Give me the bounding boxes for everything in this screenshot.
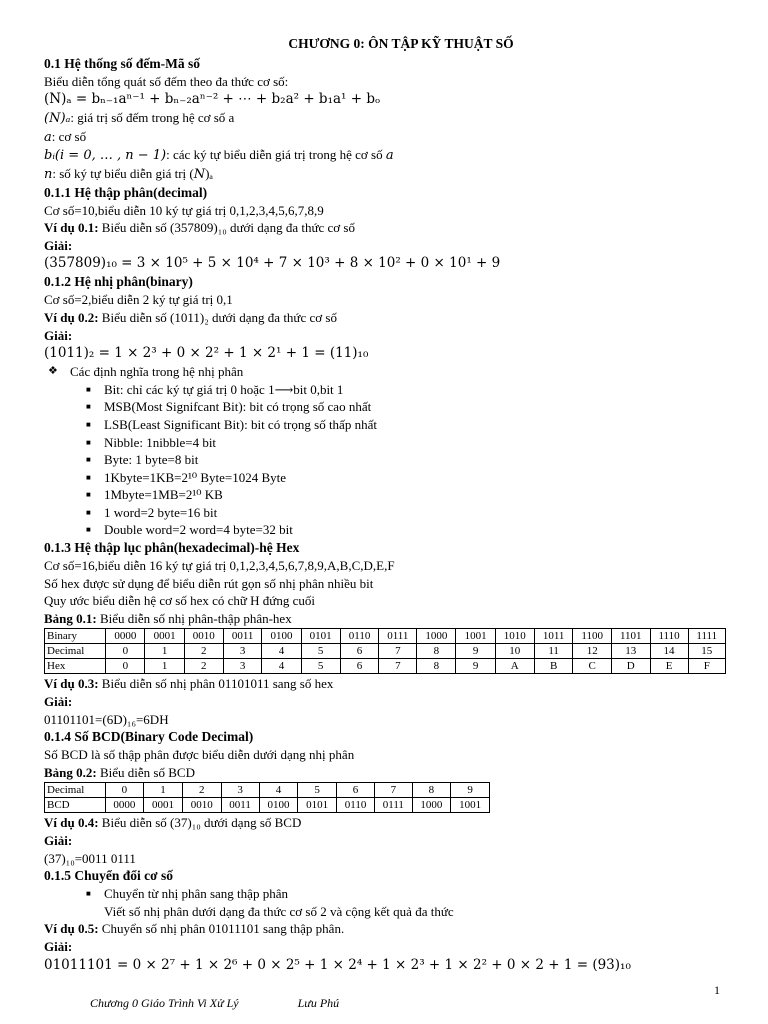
table-cell: 7 <box>379 644 417 659</box>
row-header: Binary <box>45 629 106 644</box>
solution-0-1: (357809)₁₀ = 3 × 10⁵ + 5 × 10⁴ + 7 × 10³ + 8 × 10² + 0 × 10¹ + 9 <box>44 255 501 272</box>
hex-text-3: Quy ước biểu diễn hệ cơ số hex có chữ H đứng cuối <box>44 593 315 609</box>
definition-a: a: cơ số <box>44 128 87 145</box>
row-header: Hex <box>45 659 106 674</box>
table-cell: 1110 <box>650 629 688 644</box>
table-cell: 9 <box>456 659 495 674</box>
table-cell: 0100 <box>259 798 298 813</box>
table-cell: 5 <box>301 644 340 659</box>
section-0-1-5-heading: 0.1.5 Chuyển đổi cơ số <box>44 868 173 884</box>
table-cell: 3 <box>223 644 262 659</box>
table-cell: 1111 <box>688 629 725 644</box>
conversion-description: Viết số nhị phân dưới dạng đa thức cơ số 2 và cộng kết quả đa thức <box>104 903 454 919</box>
table-cell: 0100 <box>262 629 301 644</box>
table-cell: 5 <box>298 783 337 798</box>
table-cell: 0 <box>105 783 144 798</box>
example-0-3: Ví dụ 0.3: Biểu diễn số nhị phân 01101011 sang số hex <box>44 676 334 692</box>
table-cell: A <box>495 659 534 674</box>
binary-decimal-hex-table <box>44 628 726 674</box>
section-0-1-heading: 0.1 Hệ thống số đếm-Mã số <box>44 55 200 71</box>
table-cell: E <box>650 659 688 674</box>
table-cell: 1000 <box>417 629 456 644</box>
table-cell: 0 <box>106 644 145 659</box>
binary-definitions-list <box>86 381 728 539</box>
row-header: BCD <box>45 798 106 813</box>
table-cell: 0010 <box>184 629 223 644</box>
table-cell: 0 <box>106 659 145 674</box>
table-cell: 7 <box>379 659 417 674</box>
table-cell: 5 <box>301 659 340 674</box>
table-cell: F <box>688 659 725 674</box>
table-cell: 1101 <box>611 629 650 644</box>
table-row <box>45 644 726 659</box>
table-cell: 8 <box>417 659 456 674</box>
table-cell: 4 <box>262 659 301 674</box>
bcd-text: Số BCD là số thập phân được biểu diễn dưới dạng nhị phân <box>44 747 355 763</box>
table-row <box>45 629 726 644</box>
section-0-1-4-heading: 0.1.4 Số BCD(Binary Code Decimal) <box>44 729 254 745</box>
list-item: ■ Byte: 1 byte=8 bit <box>86 451 728 469</box>
table-cell: 3 <box>223 659 262 674</box>
binary-text: Cơ số=2,biểu diễn 2 ký tự giá trị 0,1 <box>44 292 233 308</box>
page-footer <box>90 995 395 1013</box>
list-item: ■ Nibble: 1nibble=4 bit <box>86 434 728 452</box>
table-cell: 15 <box>688 644 725 659</box>
list-item: ■ Bit: chỉ các ký tự giá trị 0 hoặc 1⟶bit 0,bit 1 <box>86 381 728 399</box>
table-cell: 1011 <box>534 629 573 644</box>
table-cell: 0110 <box>336 798 374 813</box>
table-cell: 14 <box>650 644 688 659</box>
footer-author: Lưu Phú <box>297 996 340 1010</box>
solution-0-4: (37)₁₀=0011 0111 <box>44 850 136 866</box>
example-0-2: Ví dụ 0.2: Biểu diễn số (1011)₂ dưới dạng đa thức cơ số <box>44 309 337 325</box>
solution-label: Giải: <box>44 237 73 253</box>
table-cell: 9 <box>456 644 495 659</box>
section-0-1-3-heading: 0.1.3 Hệ thập lục phân(hexadecimal)-hệ Hex <box>44 540 300 556</box>
table-cell: 2 <box>184 644 223 659</box>
table-cell: 6 <box>340 659 379 674</box>
footer-book-title: Chương 0 Giáo Trình Vi Xử Lý <box>90 996 239 1010</box>
table-0-2-caption: Bảng 0.2: Biểu diễn số BCD <box>44 764 195 780</box>
table-cell: 10 <box>495 644 534 659</box>
table-cell: 7 <box>375 783 413 798</box>
definition-n: (N)ₐ: giá trị số đếm trong hệ cơ số a <box>44 110 235 127</box>
table-cell: 0011 <box>221 798 259 813</box>
table-cell: 0111 <box>375 798 413 813</box>
table-cell: 0001 <box>144 798 183 813</box>
conversion-list <box>86 885 728 903</box>
table-cell: 0110 <box>340 629 379 644</box>
list-item: ■ 1Kbyte=1KB=2¹⁰ Byte=1024 Byte <box>86 469 728 487</box>
solution-0-2: (1011)₂ = 1 × 2³ + 0 × 2² + 1 × 2¹ + 1 = (11)₁₀ <box>44 345 369 362</box>
general-formula: (N)ₐ = bₙ₋₁aⁿ⁻¹ + bₙ₋₂aⁿ⁻² + ⋯ + b₂a² + b₁a¹ + bₒ <box>44 91 381 108</box>
table-cell: 8 <box>417 644 456 659</box>
solution-label: Giải: <box>44 327 73 343</box>
table-cell: D <box>611 659 650 674</box>
list-item: ■ Chuyển từ nhị phân sang thập phân <box>86 885 728 903</box>
table-0-1-caption: Bảng 0.1: Biểu diễn số nhị phân-thập phân-hex <box>44 610 292 626</box>
table-cell: 1100 <box>573 629 612 644</box>
table-cell: C <box>573 659 612 674</box>
solution-label: Giải: <box>44 938 73 954</box>
binary-definitions-title: ❖ Các định nghĩa trong hệ nhị phân <box>48 363 728 381</box>
table-cell: 6 <box>336 783 374 798</box>
section-0-1-2-heading: 0.1.2 Hệ nhị phân(binary) <box>44 274 193 290</box>
table-cell: 2 <box>182 783 221 798</box>
list-item: ■ 1Mbyte=1MB=2¹⁰ KB <box>86 486 728 504</box>
table-cell: 0101 <box>301 629 340 644</box>
page-number: 1 <box>714 983 720 997</box>
decimal-text: Cơ số=10,biểu diễn 10 ký tự giá trị 0,1,2,3,4,5,6,7,8,9 <box>44 202 324 218</box>
row-header: Decimal <box>45 783 106 798</box>
solution-0-5: 01011101 = 0 × 2⁷ + 1 × 2⁶ + 0 × 2⁵ + 1 × 2⁴ + 1 × 2³ + 1 × 2² + 0 × 2 + 1 = (93)₁₀ <box>44 956 631 973</box>
table-cell: 0001 <box>145 629 184 644</box>
table-cell: 12 <box>573 644 612 659</box>
table-cell: 6 <box>340 644 379 659</box>
example-0-5: Ví dụ 0.5: Chuyển số nhị phân 01011101 sang thập phân. <box>44 921 345 937</box>
definition-b: bᵢ(i = 0, … , n − 1): các ký tự biểu diễn giá trị trong hệ cơ số 𝑎 <box>44 147 394 164</box>
table-cell: 8 <box>412 783 451 798</box>
table-row <box>45 783 490 798</box>
table-cell: B <box>534 659 573 674</box>
table-cell: 1 <box>145 659 184 674</box>
table-cell: 0010 <box>182 798 221 813</box>
list-item: ■ 1 word=2 byte=16 bit <box>86 504 728 522</box>
hex-text-2: Số hex được sử dụng để biểu diễn rút gọn số nhị phân nhiều bit <box>44 575 374 591</box>
list-item: ■ LSB(Least Significant Bit): bit có trọng số thấp nhất <box>86 416 728 434</box>
table-cell: 1001 <box>456 629 495 644</box>
table-cell: 13 <box>611 644 650 659</box>
table-cell: 3 <box>221 783 259 798</box>
solution-0-3: 01101101=(6D)₁₆=6DH <box>44 711 169 727</box>
table-row <box>45 659 726 674</box>
hex-text-1: Cơ số=16,biểu diễn 16 ký tự giá trị 0,1,2,3,4,5,6,7,8,9,A,B,C,D,E,F <box>44 558 395 574</box>
solution-label: Giải: <box>44 694 73 710</box>
section-0-1-1-heading: 0.1.1 Hệ thập phân(decimal) <box>44 184 208 200</box>
table-cell: 1 <box>144 783 183 798</box>
definition-count: n: số ký tự biểu diễn giá trị (𝑁)ₐ <box>44 165 213 182</box>
table-cell: 0000 <box>106 629 145 644</box>
table-row <box>45 798 490 813</box>
table-cell: 9 <box>451 783 490 798</box>
section-0-1-intro: Biểu diễn tổng quát số đếm theo đa thức cơ số: <box>44 73 289 89</box>
table-cell: 0011 <box>223 629 262 644</box>
table-cell: 4 <box>262 644 301 659</box>
bcd-table <box>44 782 490 813</box>
table-cell: 1010 <box>495 629 534 644</box>
list-item: ■ Double word=2 word=4 byte=32 bit <box>86 521 728 539</box>
example-0-1: Ví dụ 0.1: Biểu diễn số (357809)₁₀ dưới dạng đa thức cơ số <box>44 220 355 236</box>
table-cell: 11 <box>534 644 573 659</box>
table-cell: 0111 <box>379 629 417 644</box>
table-cell: 1001 <box>451 798 490 813</box>
table-cell: 0000 <box>105 798 144 813</box>
table-cell: 0101 <box>298 798 337 813</box>
table-cell: 1000 <box>412 798 451 813</box>
solution-label: Giải: <box>44 833 73 848</box>
chapter-title: CHƯƠNG 0: ÔN TẬP KỸ THUẬT SỐ <box>288 36 514 51</box>
list-item: ■ MSB(Most Signifcant Bit): bit có trọng số cao nhất <box>86 398 728 416</box>
table-cell: 2 <box>184 659 223 674</box>
table-cell: 1 <box>145 644 184 659</box>
example-0-4: Ví dụ 0.4: Biểu diễn số (37)₁₀ dưới dạng số BCD <box>44 815 302 831</box>
table-cell: 4 <box>259 783 298 798</box>
row-header: Decimal <box>45 644 106 659</box>
